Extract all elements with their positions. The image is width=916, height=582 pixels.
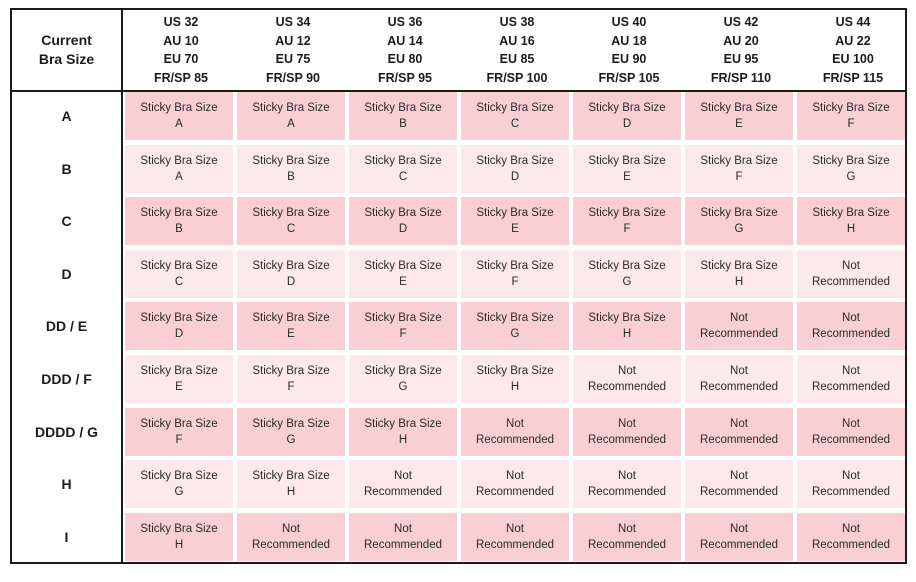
cell-line-1: Sticky Bra Size [140,102,218,114]
cell-line-2: E [399,275,407,288]
cell-line-2: F [511,275,519,288]
cell-line-1: Sticky Bra Size [140,417,218,430]
column-header [685,10,797,90]
cell-line-2: Recommended [588,538,666,551]
cell-line-2: Recommended [588,381,666,393]
cell-line-1: Sticky Bra Size [476,312,554,325]
cell-line-1: Not [842,312,860,325]
cell-line-1: Not [506,470,524,483]
cell-line-1: Not [842,470,860,483]
column-header-frsp: FR/SP 85 [154,70,208,85]
table-cell [237,92,345,140]
cell-line-1: Not [506,417,524,430]
table-cell [461,250,569,298]
table-cell [685,355,793,403]
column-header [461,10,573,90]
table-cell [573,460,681,508]
cell-line-1: Sticky Bra Size [140,522,218,535]
cell-line-1: Sticky Bra Size [364,365,442,377]
cell-line-2: B [175,223,183,236]
cell-line-1: Not [730,470,748,483]
table-cell [685,460,793,508]
column-header-frsp: FR/SP 105 [598,70,660,85]
cell-line-2: D [286,275,296,288]
table-cell [125,197,233,245]
table-cell [125,460,233,508]
cell-line-2: Recommended [812,433,890,446]
cell-line-1: Not [842,259,860,272]
cell-line-2: G [846,170,856,183]
cell-line-2: B [287,170,295,183]
table-cell [685,408,793,456]
table-cell [125,513,233,561]
cell-line-2: C [510,118,520,130]
cell-line-1: Not [730,365,748,377]
table-cell [349,92,457,140]
cell-line-1: Sticky Bra Size [476,207,554,220]
cell-line-2: Recommended [812,275,890,288]
table-cell [797,460,905,508]
cell-line-1: Not [394,470,412,483]
cell-line-1: Sticky Bra Size [700,154,778,167]
table-cell [349,460,457,508]
table-cell [237,355,345,403]
table-cell [349,250,457,298]
cell-line-2: H [734,275,744,288]
cell-line-2: F [847,118,855,130]
table-cell [573,250,681,298]
table-cell [237,408,345,456]
row-label: I [64,528,69,545]
table-cell [237,302,345,350]
table-cell [125,302,233,350]
cell-line-1: Not [730,417,748,430]
cell-line-1: Sticky Bra Size [588,102,666,114]
cell-line-2: H [398,433,408,446]
table-cell [125,145,233,193]
table-cell [125,355,233,403]
cell-line-1: Sticky Bra Size [140,207,218,220]
cell-line-1: Sticky Bra Size [476,259,554,272]
cell-line-2: Recommended [812,328,890,341]
column-header-us: US 34 [275,15,311,29]
cell-line-2: F [623,223,631,236]
cell-line-1: Sticky Bra Size [140,259,218,272]
column-header-frsp: FR/SP 100 [486,70,548,85]
table-cell [125,408,233,456]
column-header-au: AU 22 [835,33,871,48]
cell-line-2: Recommended [700,433,778,446]
cell-line-1: Not [282,522,300,535]
cell-line-2: Recommended [476,486,554,499]
row-label: D [61,265,72,282]
column-header-us: US 36 [387,15,423,29]
cell-line-2: D [398,223,408,236]
cell-line-1: Sticky Bra Size [252,259,330,272]
cell-line-1: Sticky Bra Size [252,207,330,220]
cell-line-2: Recommended [700,538,778,551]
cell-line-1: Not [506,522,524,535]
cell-line-2: H [510,381,520,393]
cell-line-2: Recommended [364,538,442,551]
cell-line-1: Sticky Bra Size [476,154,554,167]
cell-line-1: Sticky Bra Size [252,417,330,430]
table-cell [573,355,681,403]
cell-line-2: E [735,118,743,130]
cell-line-2: A [175,170,183,183]
column-header-frsp: FR/SP 95 [378,70,432,85]
cell-line-2: Recommended [812,486,890,499]
column-header-frsp: FR/SP 110 [710,70,772,85]
table-cell [797,250,905,298]
cell-line-2: Recommended [476,433,554,446]
cell-line-2: Recommended [252,538,330,551]
cell-line-2: G [286,433,296,446]
row-label: DD / E [45,318,88,335]
table-cell [573,513,681,561]
cell-line-2: D [174,328,184,341]
cell-line-1: Not [618,470,636,483]
cell-line-2: G [398,381,408,393]
table-cell [349,355,457,403]
cell-line-2: C [174,275,184,288]
cell-line-1: Sticky Bra Size [252,312,330,325]
cell-line-1: Sticky Bra Size [252,470,330,483]
cell-line-2: Recommended [364,486,442,499]
table-cell [461,513,569,561]
column-header [349,10,461,90]
cell-line-1: Sticky Bra Size [588,207,666,220]
column-header-eu: EU 95 [723,52,759,66]
row-label-column [12,90,123,562]
column-header-eu: EU 70 [163,52,199,66]
cell-line-2: C [286,223,296,236]
cell-line-2: D [510,170,520,183]
table-cell [685,92,793,140]
table-cell [349,145,457,193]
table-cell [685,145,793,193]
cell-line-1: Sticky Bra Size [364,417,442,430]
cell-line-1: Sticky Bra Size [476,102,554,114]
cell-line-2: H [174,538,184,551]
cell-line-2: Recommended [812,381,890,393]
table-cell [349,302,457,350]
cell-line-2: E [511,223,519,236]
column-header-eu: EU 90 [611,52,647,66]
table-cell [461,302,569,350]
cell-line-2: Recommended [476,538,554,551]
table-cell [685,197,793,245]
column-header-eu: EU 80 [387,52,423,66]
cell-line-1: Sticky Bra Size [700,102,778,114]
table-cell [573,408,681,456]
size-chart-table [10,8,907,564]
column-header-frsp: FR/SP 90 [266,70,320,85]
column-header-eu: EU 75 [275,52,311,66]
column-header-au: AU 18 [611,33,647,48]
table-cell [573,197,681,245]
cell-line-1: Sticky Bra Size [588,154,666,167]
table-cell [797,408,905,456]
column-header-us: US 32 [163,15,199,29]
table-cell [237,197,345,245]
column-header-us: US 42 [723,15,759,29]
column-header-au: AU 14 [387,33,423,48]
cell-line-2: Recommended [588,433,666,446]
row-label: A [61,108,72,124]
cell-line-2: D [622,118,632,130]
table-cell [573,302,681,350]
table-cell [349,197,457,245]
column-header-au: AU 20 [723,33,759,48]
corner-header-label: Current Bra Size [12,10,123,90]
table-cell [797,92,905,140]
cell-line-1: Sticky Bra Size [364,102,442,114]
cell-line-1: Sticky Bra Size [252,365,330,377]
cell-line-2: E [287,328,295,341]
cell-line-2: B [399,118,407,130]
table-cell [461,197,569,245]
cell-line-2: A [287,118,295,130]
table-cell [461,460,569,508]
table-body [12,90,905,562]
cell-line-1: Not [618,522,636,535]
table-cell [685,250,793,298]
column-header-us: US 40 [611,15,647,29]
cell-line-2: C [398,170,408,183]
cell-line-1: Sticky Bra Size [812,207,890,220]
column-header [125,10,237,90]
cell-line-1: Sticky Bra Size [476,365,554,377]
cell-line-1: Sticky Bra Size [252,102,330,114]
table-cell [797,355,905,403]
table-cell [797,197,905,245]
cell-line-1: Sticky Bra Size [140,312,218,325]
column-header-eu: EU 100 [832,52,874,66]
row-label: C [61,213,72,230]
table-cell [237,145,345,193]
cell-line-1: Sticky Bra Size [140,365,218,377]
table-cell [461,408,569,456]
cell-line-2: F [175,433,183,446]
column-header [797,10,909,90]
column-header-frsp: FR/SP 115 [822,70,884,85]
cell-line-1: Not [394,522,412,535]
table-cell [797,513,905,561]
table-header [12,10,905,92]
cell-line-2: F [399,328,407,341]
cell-line-2: Recommended [700,381,778,393]
row-label: H [61,476,72,493]
cell-line-2: A [175,118,183,130]
table-cell [685,513,793,561]
cell-line-1: Not [618,417,636,430]
cell-line-1: Sticky Bra Size [364,207,442,220]
cell-line-1: Not [842,417,860,430]
table-cell [685,302,793,350]
row-label: DDDD / G [35,423,98,440]
cell-line-1: Sticky Bra Size [364,312,442,325]
cell-line-2: Recommended [700,328,778,341]
cell-line-2: E [175,381,183,393]
column-header-au: AU 12 [275,33,311,48]
cell-line-1: Not [842,365,860,377]
table-cell [461,92,569,140]
column-header-us: US 38 [499,15,535,29]
row-label: B [61,160,72,177]
cell-line-2: G [734,223,744,236]
cell-line-1: Not [618,365,636,377]
cell-line-1: Sticky Bra Size [364,259,442,272]
column-header-us: US 44 [835,15,871,29]
cell-line-1: Sticky Bra Size [140,470,218,483]
table-cell [349,408,457,456]
table-cell [573,92,681,140]
cell-line-1: Sticky Bra Size [588,312,666,325]
cell-line-1: Sticky Bra Size [364,154,442,167]
column-header-au: AU 16 [499,33,535,48]
table-cell [797,145,905,193]
cell-line-1: Sticky Bra Size [140,154,218,167]
cell-line-1: Not [730,312,748,325]
cell-line-2: G [510,328,520,341]
cell-line-2: H [622,328,632,341]
table-cell [237,513,345,561]
table-cell [797,302,905,350]
cell-line-2: Recommended [700,486,778,499]
table-cell [237,460,345,508]
cell-line-2: H [286,486,296,499]
cell-line-1: Not [842,522,860,535]
cell-line-2: F [287,381,295,393]
cell-line-2: F [735,170,743,183]
cell-line-2: E [623,170,631,183]
table-cell [573,145,681,193]
table-cell [125,92,233,140]
column-header [237,10,349,90]
table-cell [349,513,457,561]
column-header-eu: EU 85 [499,52,535,66]
cell-line-1: Sticky Bra Size [812,154,890,167]
cell-line-2: Recommended [812,538,890,551]
column-header [573,10,685,90]
table-cell [461,145,569,193]
cell-line-1: Sticky Bra Size [812,102,890,114]
cell-line-1: Sticky Bra Size [252,154,330,167]
cell-line-1: Sticky Bra Size [588,259,666,272]
cell-line-2: Recommended [588,486,666,499]
table-cell [237,250,345,298]
cell-line-2: G [622,275,632,288]
cell-line-1: Sticky Bra Size [700,207,778,220]
cell-line-2: H [846,223,856,236]
cell-line-1: Not [730,522,748,535]
cell-line-1: Sticky Bra Size [700,259,778,272]
cell-line-2: G [174,486,184,499]
table-cell [125,250,233,298]
row-label: DDD / F [41,371,92,387]
column-header-au: AU 10 [163,33,199,48]
table-cell [461,355,569,403]
